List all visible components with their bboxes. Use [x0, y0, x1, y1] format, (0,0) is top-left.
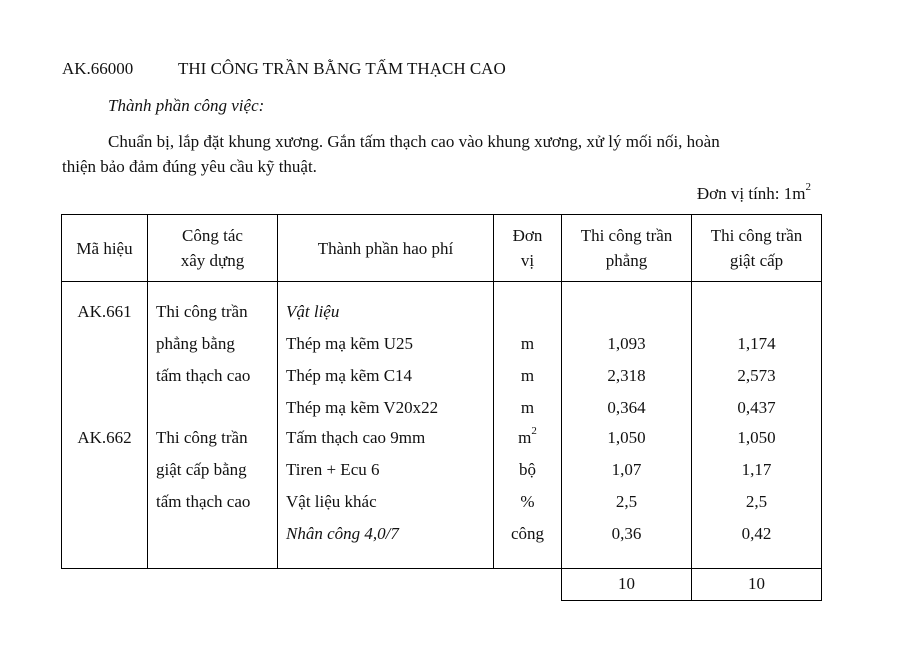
- work-item-line: tấm thạch cao: [156, 366, 251, 385]
- header-unit: Đơn vị: [512, 226, 543, 270]
- row-stepped-value: 1,17: [741, 460, 772, 479]
- row-flat-value: 2,318: [607, 366, 646, 385]
- header-code: Mã hiệu: [76, 238, 133, 258]
- header-flat: Thi công trần phẳng: [580, 226, 673, 270]
- work-item-line: Thi công trần: [156, 428, 248, 447]
- row-stepped-value: 1,174: [737, 334, 776, 353]
- row-unit: m: [520, 334, 535, 353]
- row-name: Tiren + Ecu 6: [286, 460, 380, 479]
- row-flat-value: 1,050: [607, 428, 646, 447]
- header-component: Thành phần hao phí: [317, 238, 454, 258]
- work-item-line: phẳng bằng: [156, 334, 235, 353]
- row-name: Tấm thạch cao 9mm: [286, 428, 426, 447]
- labor-stepped-value: 0,42: [741, 524, 772, 543]
- row-flat-value: 1,07: [611, 460, 642, 479]
- row-unit: bộ: [519, 460, 536, 479]
- row-unit: m: [520, 366, 535, 385]
- row-name: Thép mạ kẽm C14: [286, 366, 413, 385]
- work-item-line: tấm thạch cao: [156, 492, 251, 511]
- description-line-1: Chuẩn bị, lắp đặt khung xương. Gắn tấm thạch cao vào khung xương, xử lý mối nối, hoàn: [108, 132, 720, 151]
- material-label: Vật liệu: [286, 302, 340, 321]
- work-item-line: Thi công trần: [156, 302, 248, 321]
- description-line-2: thiện bảo đảm đúng yêu cầu kỹ thuật.: [62, 157, 317, 176]
- section-code: AK.66000: [62, 59, 134, 78]
- unit-label: Đơn vị tính: $1m^2$: [696, 181, 811, 203]
- footer-stepped-code: 10: [748, 574, 765, 593]
- footer-flat-code: 10: [618, 574, 635, 593]
- row-stepped-value: 0,437: [737, 398, 776, 417]
- labor-name: Nhân công 4,0/7: [286, 524, 399, 543]
- row-flat-value: 0,364: [607, 398, 646, 417]
- labor-flat-value: 0,36: [611, 524, 642, 543]
- row-flat-value: 2,5: [615, 492, 638, 511]
- work-components-label: Thành phần công việc:: [108, 96, 265, 115]
- row-unit: m: [520, 398, 535, 417]
- labor-unit: công: [510, 524, 545, 543]
- row-stepped-value: 2,573: [737, 366, 776, 385]
- row-stepped-value: 1,050: [737, 428, 776, 447]
- row-unit: %: [520, 492, 535, 511]
- row-name: Vật liệu khác: [286, 492, 377, 511]
- row-name: Thép mạ kẽm V20x22: [286, 398, 439, 417]
- row-name: Thép mạ kẽm U25: [286, 334, 413, 353]
- row-stepped-value: 2,5: [745, 492, 768, 511]
- header-work: Công tác xây dựng: [180, 226, 245, 270]
- work-item-line: giật cấp bằng: [156, 460, 247, 479]
- code-ak661: AK.661: [77, 302, 132, 321]
- row-flat-value: 1,093: [607, 334, 646, 353]
- row-unit: $m^2$: [518, 425, 537, 447]
- header-stepped: Thi công trần giật cấp: [710, 226, 803, 270]
- code-ak662: AK.662: [77, 428, 132, 447]
- section-title: THI CÔNG TRẦN BẰNG TẤM THẠCH CAO: [178, 59, 506, 78]
